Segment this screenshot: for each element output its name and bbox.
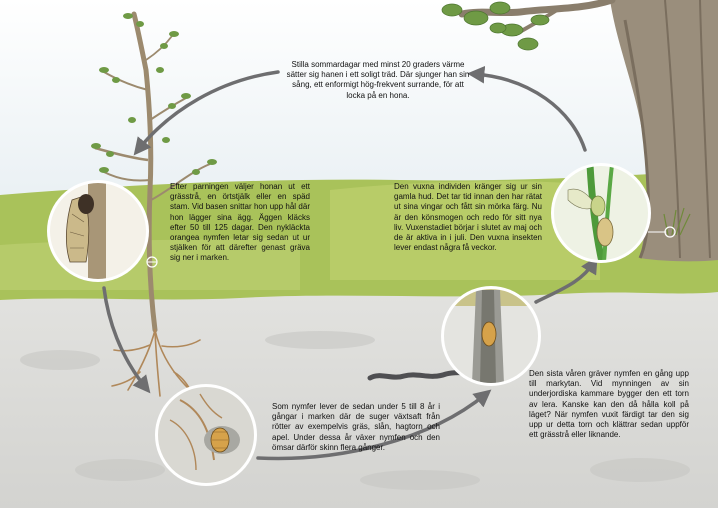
inset-mud-tower bbox=[441, 286, 541, 386]
caption-underground-nymph: Som nymfer lever de sedan under 5 till 8 år i gångar i marken där de suger växtsaft från rötter av exempelvis gräs, slån, hagtorn och apel. Under dessa år växer nymfen och den ömsar därför skinn flera gånger. bbox=[272, 402, 440, 452]
inset-adult-emerging bbox=[551, 163, 651, 263]
inset-nymph-underground bbox=[155, 384, 257, 486]
caption-egg-laying: Efter parningen väljer honan ut ett grässtrå, en örtstjälk eller en späd stam. Vid basen snittar hon upp hål där hon lägger sina ägg. Äggen kläcks efter 50 till 125 dagar. Den nykläckta orangea nymfen letar sig sedan ut ur stjälken för att därefter genast gräva sig ner i marken. bbox=[170, 182, 310, 263]
caption-mud-tower: Den sista våren gräver nymfen en gång upp till markytan. Vid mynningen av sin underjordiska kammare bygger den ett torn av lera. Kanske kan den då hålla koll på läget? När nymfen vuxit färdigt tar den sig upp ur detta torn och klättrar sedan uppför ett grässtrå eller liknande. bbox=[529, 369, 689, 440]
caption-adult: Den vuxna individen kränger sig ur sin gamla hud. Det tar tid innan den har rätat ut sina vingar och fått sin mörka färg. Nu är den könsmogen och redo för sitt nya liv. Vuxenstadiet börjar i slutet av maj och de är aktiva in i juli. Den vuxna insekten lever endast några få veckor. bbox=[394, 182, 542, 253]
caption-summer-song: Stilla sommardagar med minst 20 graders värme sätter sig hanen i ett soligt träd. Där sjunger han sin sång, ett enformigt hög-frekvent surrande, för att locka på en hona. bbox=[286, 60, 470, 100]
